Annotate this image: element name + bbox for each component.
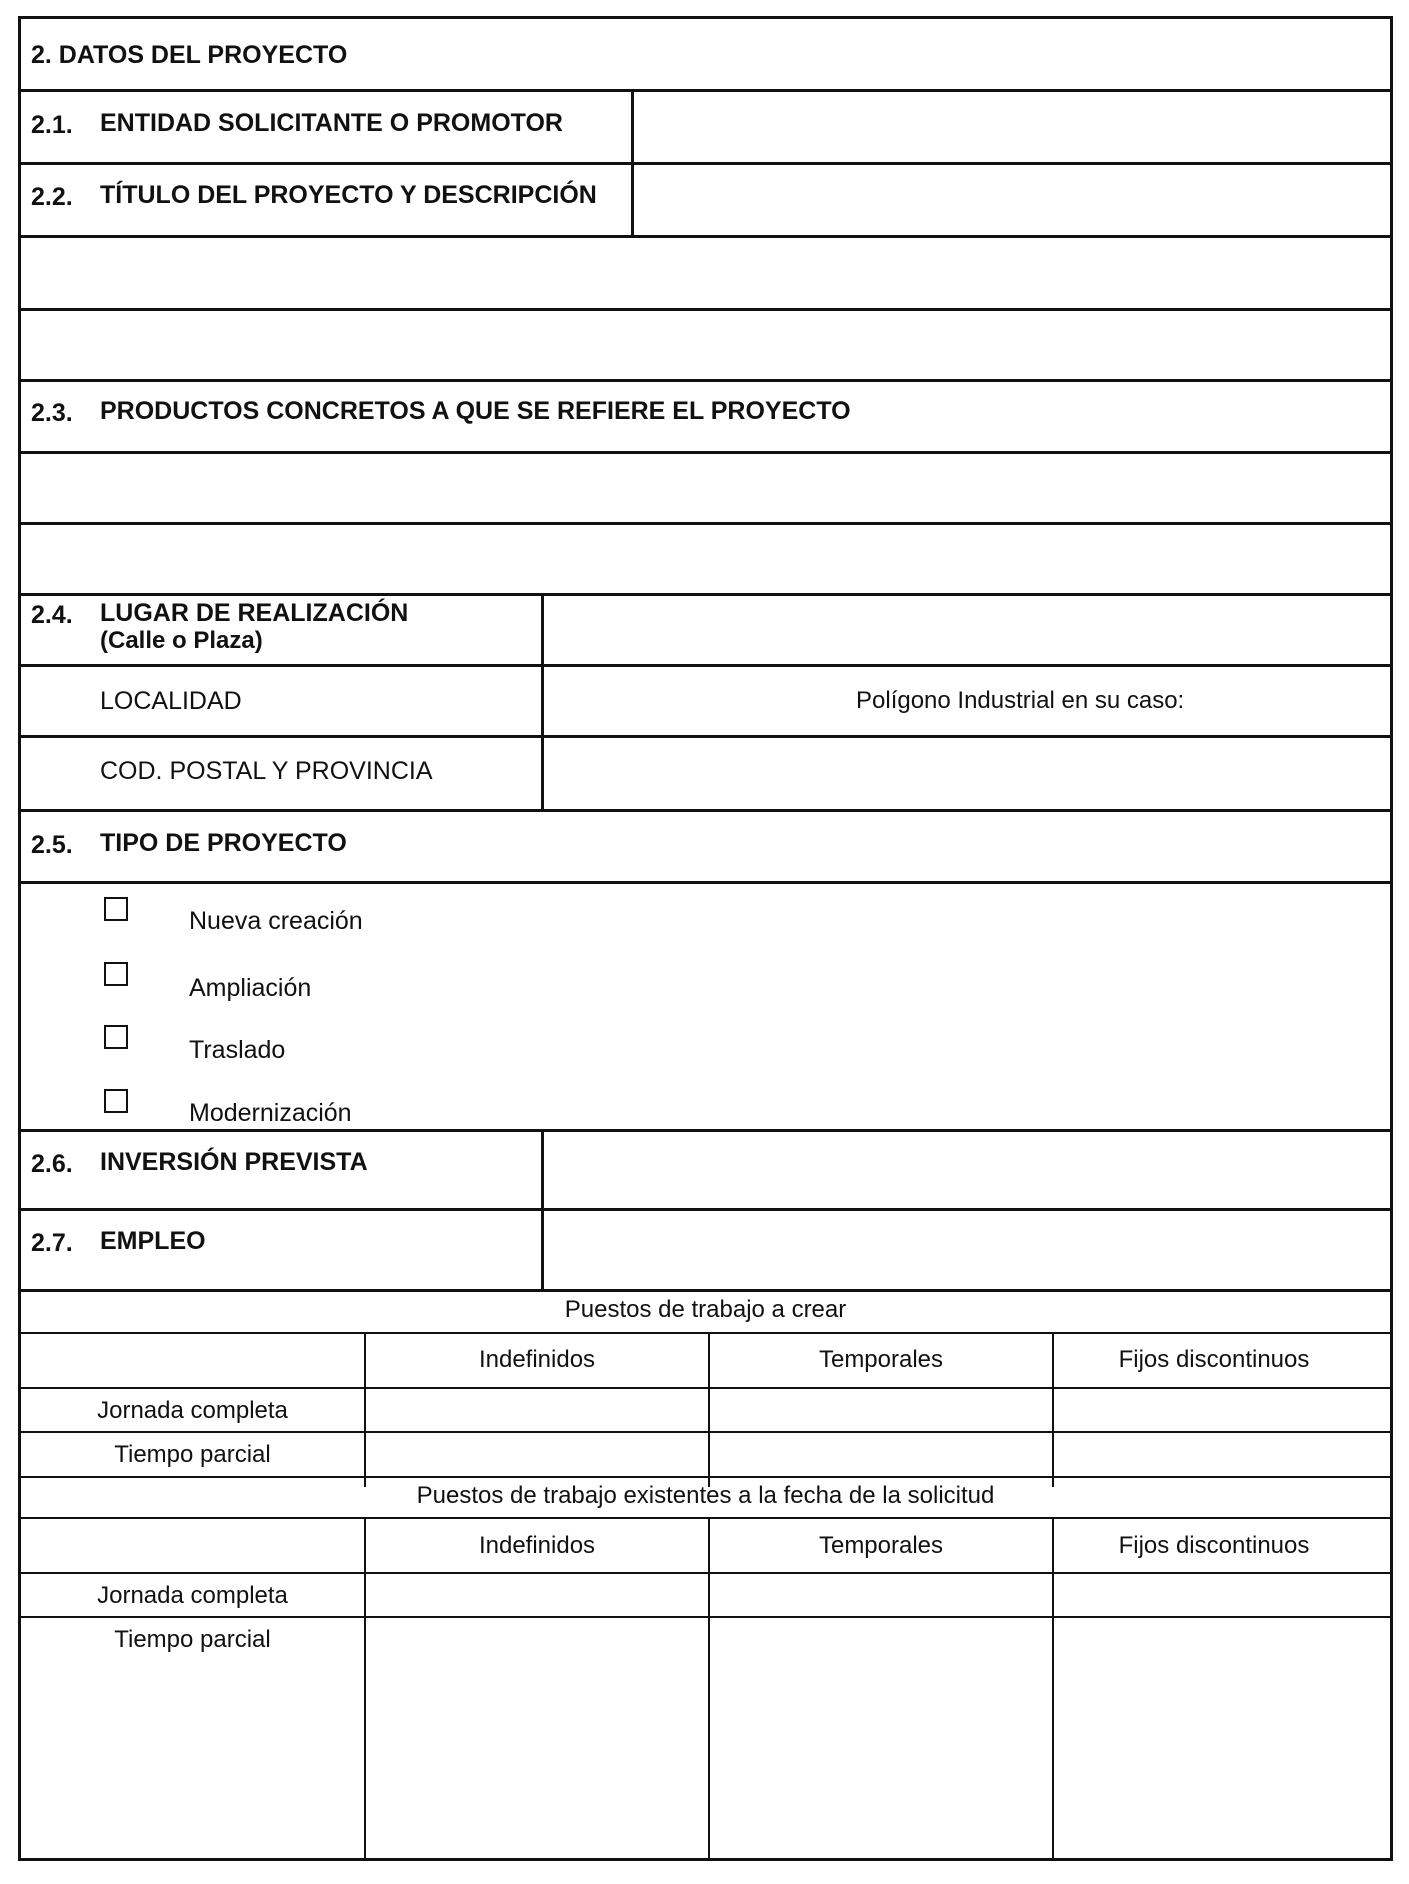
productos-number: 2.3.	[31, 399, 73, 427]
divider	[21, 1332, 1390, 1334]
lugar-input[interactable]	[544, 596, 1390, 664]
lugar-sublabel: (Calle o Plaza)	[100, 627, 263, 654]
crear-row-jornada: Jornada completa	[97, 1397, 288, 1424]
divider	[21, 881, 1390, 884]
divider	[21, 1517, 1390, 1519]
inversion-number: 2.6.	[31, 1150, 73, 1178]
existentes-jornada-temporales-cell[interactable]	[710, 1574, 1052, 1614]
empleo-number: 2.7.	[31, 1229, 73, 1257]
inversion-label: INVERSIÓN PREVISTA	[100, 1148, 368, 1176]
tipo-label: TIPO DE PROYECTO	[100, 829, 347, 857]
ampliacion-label: Ampliación	[189, 974, 312, 1002]
crear-jornada-fijos-cell[interactable]	[1054, 1389, 1374, 1429]
existentes-parcial-temporales-cell[interactable]	[710, 1618, 1052, 1658]
divider	[21, 1289, 1390, 1292]
divider	[708, 1517, 710, 1861]
divider	[364, 1517, 366, 1861]
localidad-input[interactable]	[544, 667, 1390, 735]
existentes-jornada-indefinidos-cell[interactable]	[366, 1574, 708, 1614]
productos-line-2[interactable]	[21, 525, 1390, 593]
entidad-input[interactable]	[634, 92, 1390, 162]
lugar-number: 2.4.	[31, 601, 73, 629]
nueva-creacion-checkbox[interactable]	[104, 897, 128, 921]
traslado-label: Traslado	[189, 1036, 286, 1064]
inversion-input[interactable]	[544, 1132, 1390, 1208]
titulo-label: TÍTULO DEL PROYECTO Y DESCRIPCIÓN	[100, 181, 597, 209]
nueva-creacion-label: Nueva creación	[189, 907, 363, 935]
crear-jornada-temporales-cell[interactable]	[710, 1389, 1052, 1429]
existentes-col-temporales: Temporales	[818, 1532, 944, 1559]
divider	[21, 809, 1390, 812]
existentes-parcial-fijos-cell[interactable]	[1054, 1618, 1374, 1658]
existentes-col-indefinidos: Indefinidos	[478, 1532, 596, 1559]
existentes-row-jornada: Jornada completa	[97, 1582, 288, 1609]
titulo-input[interactable]	[634, 165, 1390, 235]
crear-parcial-indefinidos-cell[interactable]	[366, 1433, 708, 1473]
tipo-number: 2.5.	[31, 831, 73, 859]
divider	[1052, 1517, 1054, 1861]
modernizacion-label: Modernización	[189, 1099, 352, 1127]
crear-row-parcial: Tiempo parcial	[114, 1441, 271, 1468]
localidad-label: LOCALIDAD	[100, 687, 242, 715]
crear-parcial-temporales-cell[interactable]	[710, 1433, 1052, 1473]
existentes-parcial-indefinidos-cell[interactable]	[366, 1618, 708, 1658]
productos-line-1[interactable]	[21, 454, 1390, 522]
poligono-label: Polígono Industrial en su caso:	[856, 687, 1185, 714]
crear-jornada-indefinidos-cell[interactable]	[366, 1389, 708, 1429]
crear-col-temporales: Temporales	[818, 1346, 944, 1373]
crear-col-indefinidos: Indefinidos	[478, 1346, 596, 1373]
empleo-label: EMPLEO	[100, 1227, 206, 1255]
crear-title: Puestos de trabajo a crear	[564, 1296, 847, 1323]
divider	[21, 1476, 1390, 1478]
project-data-form	[18, 16, 1393, 1861]
existentes-col-fijos: Fijos discontinuos	[1118, 1532, 1310, 1559]
entidad-label: ENTIDAD SOLICITANTE O PROMOTOR	[100, 109, 563, 137]
postal-input[interactable]	[544, 738, 1390, 809]
postal-label: COD. POSTAL Y PROVINCIA	[100, 757, 433, 785]
modernizacion-checkbox[interactable]	[104, 1089, 128, 1113]
productos-label: PRODUCTOS CONCRETOS A QUE SE REFIERE EL PROYECTO	[100, 397, 851, 425]
existentes-jornada-fijos-cell[interactable]	[1054, 1574, 1374, 1614]
divider	[21, 379, 1390, 382]
empleo-input[interactable]	[544, 1211, 1390, 1289]
crear-parcial-fijos-cell[interactable]	[1054, 1433, 1374, 1473]
existentes-row-parcial: Tiempo parcial	[114, 1626, 271, 1653]
entidad-number: 2.1.	[31, 111, 73, 139]
crear-col-fijos: Fijos discontinuos	[1118, 1346, 1310, 1373]
existentes-title: Puestos de trabajo existentes a la fecha de la solicitud	[416, 1482, 995, 1509]
section-title: 2. DATOS DEL PROYECTO	[31, 41, 348, 69]
traslado-checkbox[interactable]	[104, 1025, 128, 1049]
ampliacion-checkbox[interactable]	[104, 962, 128, 986]
descripcion-line-2[interactable]	[21, 311, 1390, 379]
titulo-number: 2.2.	[31, 183, 73, 211]
descripcion-line-1[interactable]	[21, 238, 1390, 308]
lugar-label: LUGAR DE REALIZACIÓN	[100, 599, 409, 627]
